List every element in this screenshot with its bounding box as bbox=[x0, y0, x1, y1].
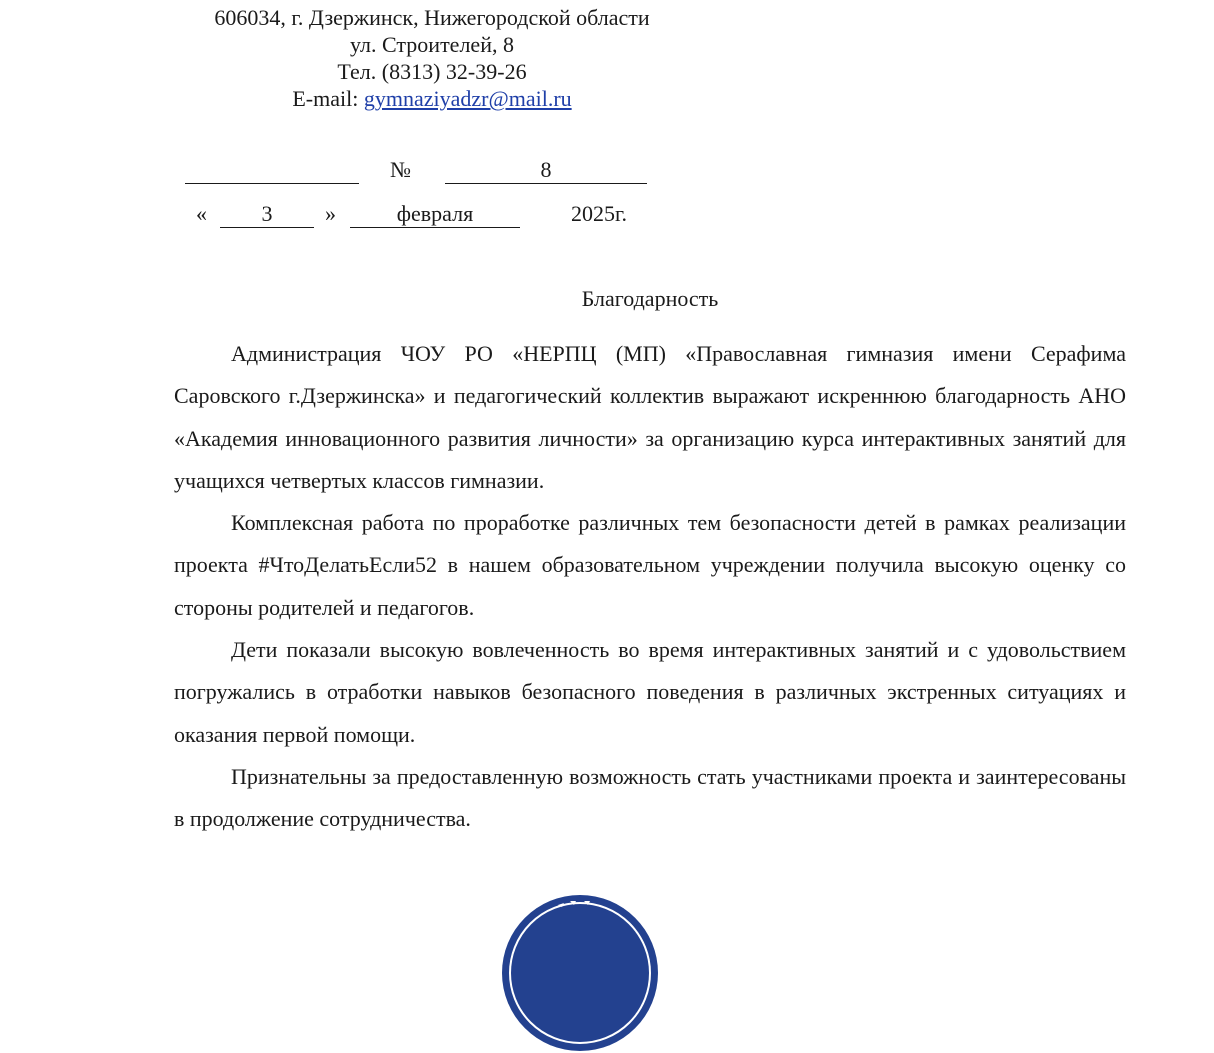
document-body bbox=[174, 333, 1126, 841]
email-label: E-mail: bbox=[292, 86, 359, 111]
seal-stamp-icon bbox=[500, 893, 660, 1053]
date-month: февраля bbox=[350, 201, 520, 228]
body-paragraph: Дети показали высокую вовлеченность во время интерактивных занятий и с удовольствием погружались в отработки навыков безопасного поведения в различных экстренных ситуациях и оказания первой помощи. bbox=[174, 637, 1126, 747]
email-link[interactable]: gymnaziyadzr@mail.ru bbox=[363, 86, 572, 111]
phone-line: Тел. (8313) 32-39-26 bbox=[337, 59, 527, 84]
date-day: 3 bbox=[220, 201, 314, 228]
document-title: Благодарность bbox=[581, 286, 719, 311]
date-year: 2025г. bbox=[571, 201, 628, 226]
quote-open: « bbox=[196, 201, 207, 226]
street-line: ул. Строителей, 8 bbox=[350, 32, 514, 57]
number-sign: № bbox=[390, 157, 411, 182]
quote-close: » bbox=[325, 201, 336, 226]
body-paragraph: Признательны за предоставленную возможность стать участниками проекта и заинтересованы в продолжение сотрудничества. bbox=[174, 763, 1126, 832]
body-paragraph: Администрация ЧОУ РО «НЕРПЦ (МП) «Православная гимназия имени Серафима Саровского г.Дзержинска» и педагогический коллектив выражают искреннюю благодарность АНО «Академия инновационного развития личности» за организацию курса интерактивных занятий для учащихся четвертых классов гимназии. bbox=[174, 341, 1126, 493]
body-paragraph: Комплексная работа по проработке различных тем безопасности детей в рамках реализации проекта #ЧтоДелатьЕсли52 в нашем образовательном учреждении получила высокую оценку со стороны родителей и педагогов. bbox=[174, 510, 1126, 620]
document-number: 8 bbox=[445, 157, 647, 184]
date-blank-field bbox=[185, 157, 359, 184]
address-line: 606034, г. Дзержинск, Нижегородской области bbox=[214, 5, 650, 30]
email-line bbox=[150, 86, 714, 112]
